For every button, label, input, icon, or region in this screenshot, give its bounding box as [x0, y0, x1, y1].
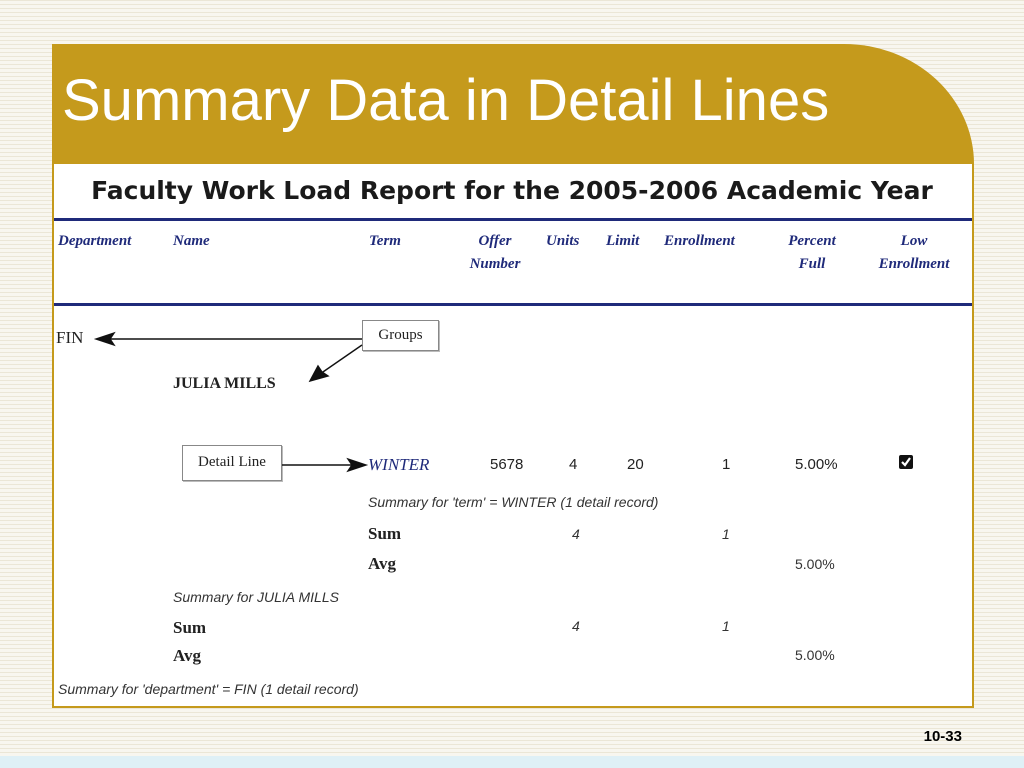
name-avg-percent: 5.00%: [795, 647, 835, 663]
term-sum-label: Sum: [368, 524, 402, 543]
detail-term: WINTER: [368, 455, 430, 474]
groups-to-name-arrow: [310, 345, 362, 381]
header-percent-full-line1: Percent: [788, 233, 836, 249]
term-summary-caption: Summary for 'term' = WINTER (1 detail record): [368, 494, 659, 510]
groups-callout: Groups: [362, 320, 439, 351]
header-offer-number-line2: Number: [469, 256, 521, 272]
low-enrollment-checkbox[interactable]: [899, 455, 913, 469]
department-group-label: FIN: [56, 328, 84, 347]
instructor-group-label: JULIA MILLS: [173, 375, 276, 392]
term-sum-enrollment: 1: [722, 526, 730, 542]
slide-title: Summary Data in Detail Lines: [62, 68, 830, 133]
term-avg-label: Avg: [368, 554, 397, 573]
detail-limit: 20: [627, 456, 644, 473]
header-enrollment: Enrollment: [664, 233, 735, 249]
groups-to-fin-arrow: [96, 333, 362, 345]
header-percent-full-line2: Full: [798, 256, 826, 272]
detail-enrollment: 1: [722, 456, 731, 473]
header-name: Name: [173, 233, 210, 249]
name-avg-label: Avg: [173, 646, 202, 665]
term-sum-units: 4: [572, 526, 580, 542]
term-avg-percent: 5.00%: [795, 556, 835, 572]
detail-offer-number: 5678: [490, 456, 524, 473]
checkmark-icon: [900, 456, 912, 468]
name-sum-label: Sum: [173, 618, 207, 637]
detail-percent-full: 5.00%: [795, 456, 838, 473]
page-number: 10-33: [923, 728, 962, 745]
name-summary-caption: Summary for JULIA MILLS: [173, 589, 339, 605]
header-units: Units: [546, 233, 580, 249]
department-summary-caption: Summary for 'department' = FIN (1 detail record): [58, 681, 359, 697]
name-sum-enrollment: 1: [722, 618, 730, 634]
report-title: Faculty Work Load Report for the 2005-2006 Academic Year: [91, 176, 933, 205]
header-low-enrollment-line1: Low: [900, 233, 928, 249]
header-term: Term: [369, 233, 401, 249]
header-department: Department: [58, 233, 132, 249]
header-offer-number-line1: Offer: [478, 233, 512, 249]
detail-line-arrow: [282, 459, 366, 471]
detail-units: 4: [569, 456, 578, 473]
header-low-enrollment-line2: Enrollment: [878, 256, 950, 272]
name-sum-units: 4: [572, 618, 580, 634]
detail-line-callout: Detail Line: [182, 445, 282, 481]
header-limit: Limit: [606, 233, 640, 249]
